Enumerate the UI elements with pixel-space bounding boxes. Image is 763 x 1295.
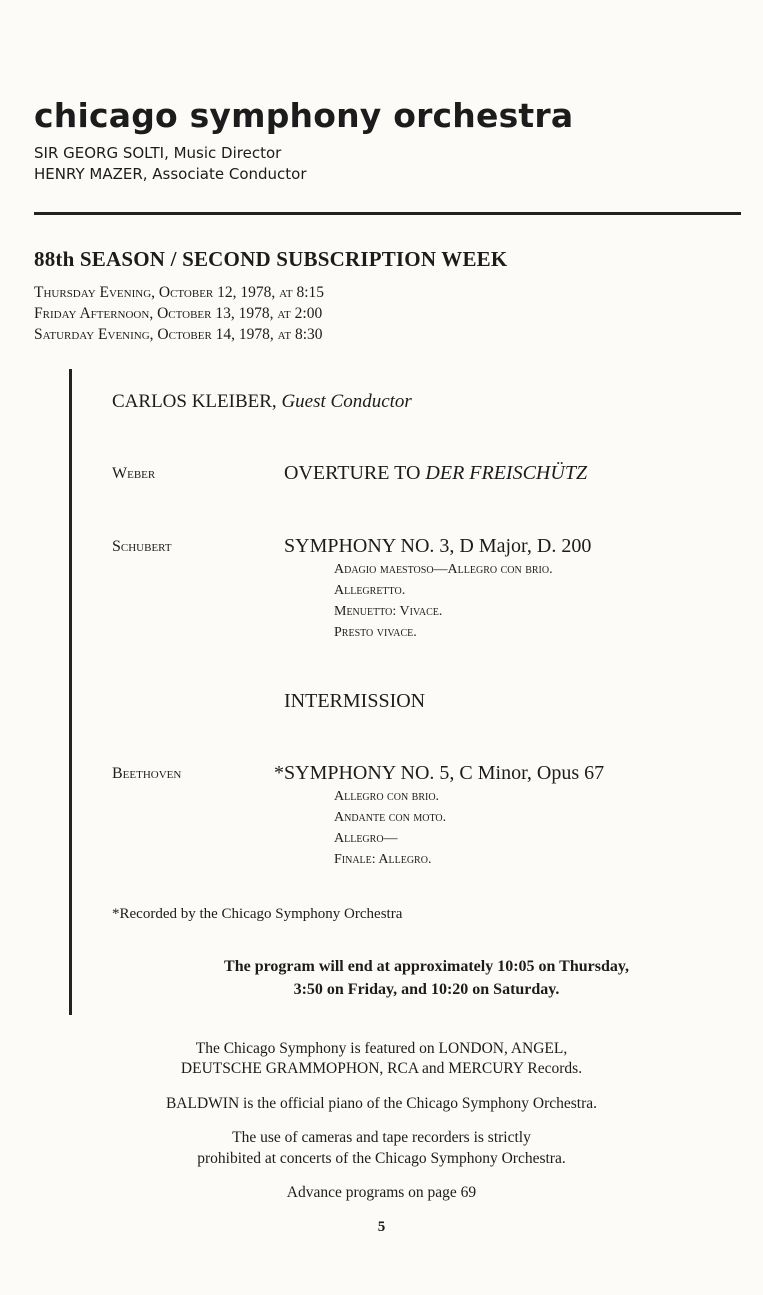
- movement: Presto vivace.: [334, 625, 417, 640]
- music-director: SIR GEORG SOLTI, Music Director: [34, 144, 282, 162]
- advance-programs-notice: Advance programs on page 69: [286, 1184, 477, 1201]
- records-notice: The Chicago Symphony is featured on LONDON, ANGEL,: [195, 1040, 568, 1057]
- end-time-notice: 3:50 on Friday, and 10:20 on Saturday.: [293, 981, 560, 998]
- movement: Menuetto: Vivace.: [334, 604, 443, 619]
- piano-notice: BALDWIN is the official piano of the Chicago Symphony Orchestra.: [165, 1095, 598, 1112]
- work-title: SYMPHONY NO. 3, D Major, D. 200: [284, 535, 592, 557]
- program-side-rule: [69, 369, 72, 1015]
- page-number: 5: [377, 1219, 386, 1235]
- header-divider: [34, 212, 741, 215]
- composer-name: Beethoven: [112, 765, 182, 782]
- movement: Allegro—: [334, 831, 398, 846]
- movement: Adagio maestoso—Allegro con brio.: [334, 562, 553, 577]
- conductor-name: CARLOS KLEIBER,: [112, 391, 277, 412]
- movement: Finale: Allegro.: [334, 852, 432, 867]
- associate-conductor: HENRY MAZER, Associate Conductor: [34, 165, 307, 183]
- movement: Andante con moto.: [334, 810, 447, 825]
- camera-notice: prohibited at concerts of the Chicago Symphony Orchestra.: [197, 1150, 566, 1167]
- records-notice: DEUTSCHE GRAMMOPHON, RCA and MERCURY Records.: [180, 1060, 583, 1077]
- intermission: INTERMISSION: [284, 690, 426, 712]
- composer-name: Schubert: [112, 538, 172, 555]
- movement: Allegretto.: [334, 583, 406, 598]
- composer-name: Weber: [112, 465, 156, 482]
- movement: Allegro con brio.: [334, 789, 440, 804]
- performance-date: Thursday Evening, October 12, 1978, at 8:15: [34, 284, 325, 301]
- guest-conductor: [112, 391, 412, 413]
- work-title-text: OVERTURE TO: [284, 462, 426, 484]
- orchestra-name: chicago symphony orchestra: [34, 96, 574, 135]
- work-title: [284, 462, 587, 485]
- performance-date: Friday Afternoon, October 13, 1978, at 2:00: [34, 305, 323, 322]
- work-title: *SYMPHONY NO. 5, C Minor, Opus 67: [274, 762, 605, 784]
- season-title: 88th SEASON / SECOND SUBSCRIPTION WEEK: [34, 247, 508, 271]
- camera-notice: The use of cameras and tape recorders is strictly: [232, 1129, 531, 1146]
- work-title-italic: DER FREISCHÜTZ: [425, 462, 588, 484]
- performance-date: Saturday Evening, October 14, 1978, at 8:30: [34, 326, 323, 343]
- end-time-notice: The program will end at approximately 10:05 on Thursday,: [224, 958, 629, 975]
- recording-footnote: *Recorded by the Chicago Symphony Orchestra: [112, 906, 403, 922]
- conductor-role: Guest Conductor: [281, 391, 412, 412]
